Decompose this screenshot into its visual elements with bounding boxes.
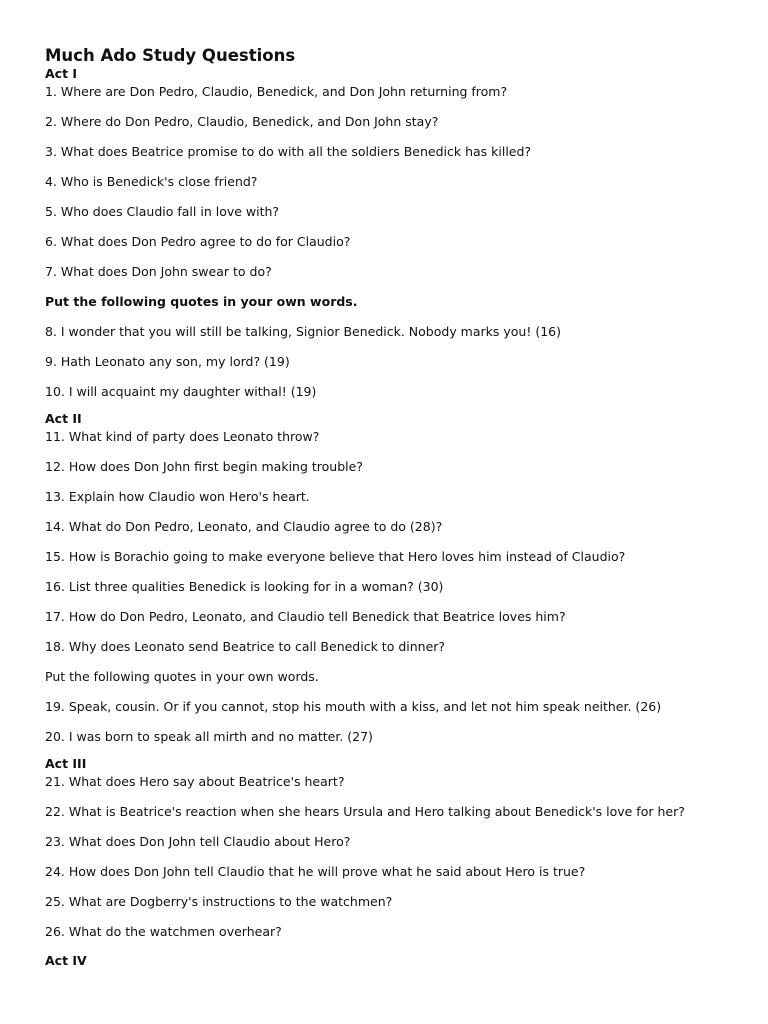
act-heading-2: Act II bbox=[45, 411, 82, 426]
quote-instructions-2: Put the following quotes in your own words. bbox=[45, 669, 319, 684]
act-heading-4: Act IV bbox=[45, 953, 87, 968]
act-heading-3: Act III bbox=[45, 756, 87, 771]
question-26: 26. What do the watchmen overhear? bbox=[45, 924, 282, 939]
question-23: 23. What does Don John tell Claudio about Hero? bbox=[45, 834, 351, 849]
question-18: 18. Why does Leonato send Beatrice to call Benedick to dinner? bbox=[45, 639, 446, 654]
question-15: 15. How is Borachio going to make everyone believe that Hero loves him instead of Claudio? bbox=[45, 549, 626, 564]
quote-instructions-1: Put the following quotes in your own words. bbox=[45, 294, 358, 309]
question-21: 21. What does Hero say about Beatrice's heart? bbox=[45, 774, 345, 789]
question-13: 13. Explain how Claudio won Hero's heart. bbox=[45, 489, 310, 504]
question-14: 14. What do Don Pedro, Leonato, and Claudio agree to do (28)? bbox=[45, 519, 443, 534]
page-title: Much Ado Study Questions bbox=[45, 46, 296, 65]
question-5: 5. Who does Claudio fall in love with? bbox=[45, 204, 280, 219]
question-17: 17. How do Don Pedro, Leonato, and Claudio tell Benedick that Beatrice loves him? bbox=[45, 609, 566, 624]
question-2: 2. Where do Don Pedro, Claudio, Benedick, and Don John stay? bbox=[45, 114, 439, 129]
question-20: 20. I was born to speak all mirth and no matter. (27) bbox=[45, 729, 373, 744]
question-25: 25. What are Dogberry's instructions to the watchmen? bbox=[45, 894, 393, 909]
question-8: 8. I wonder that you will still be talking, Signior Benedick. Nobody marks you! (16) bbox=[45, 324, 561, 339]
question-16: 16. List three qualities Benedick is looking for in a woman? (30) bbox=[45, 579, 444, 594]
question-9: 9. Hath Leonato any son, my lord? (19) bbox=[45, 354, 290, 369]
question-24: 24. How does Don John tell Claudio that he will prove what he said about Hero is true? bbox=[45, 864, 586, 879]
question-10: 10. I will acquaint my daughter withal! (19) bbox=[45, 384, 317, 399]
document bbox=[45, 45, 745, 968]
question-6: 6. What does Don Pedro agree to do for Claudio? bbox=[45, 234, 351, 249]
question-12: 12. How does Don John first begin making trouble? bbox=[45, 459, 363, 474]
act-heading-1: Act I bbox=[45, 66, 78, 81]
question-3: 3. What does Beatrice promise to do with all the soldiers Benedick has killed? bbox=[45, 144, 532, 159]
question-22: 22. What is Beatrice's reaction when she hears Ursula and Hero talking about Benedick's love for her? bbox=[45, 804, 685, 819]
question-7: 7. What does Don John swear to do? bbox=[45, 264, 272, 279]
question-4: 4. Who is Benedick's close friend? bbox=[45, 174, 258, 189]
question-1: 1. Where are Don Pedro, Claudio, Benedick, and Don John returning from? bbox=[45, 84, 508, 99]
question-11: 11. What kind of party does Leonato throw? bbox=[45, 429, 320, 444]
question-19: 19. Speak, cousin. Or if you cannot, stop his mouth with a kiss, and let not him speak neither. (26) bbox=[45, 699, 662, 714]
